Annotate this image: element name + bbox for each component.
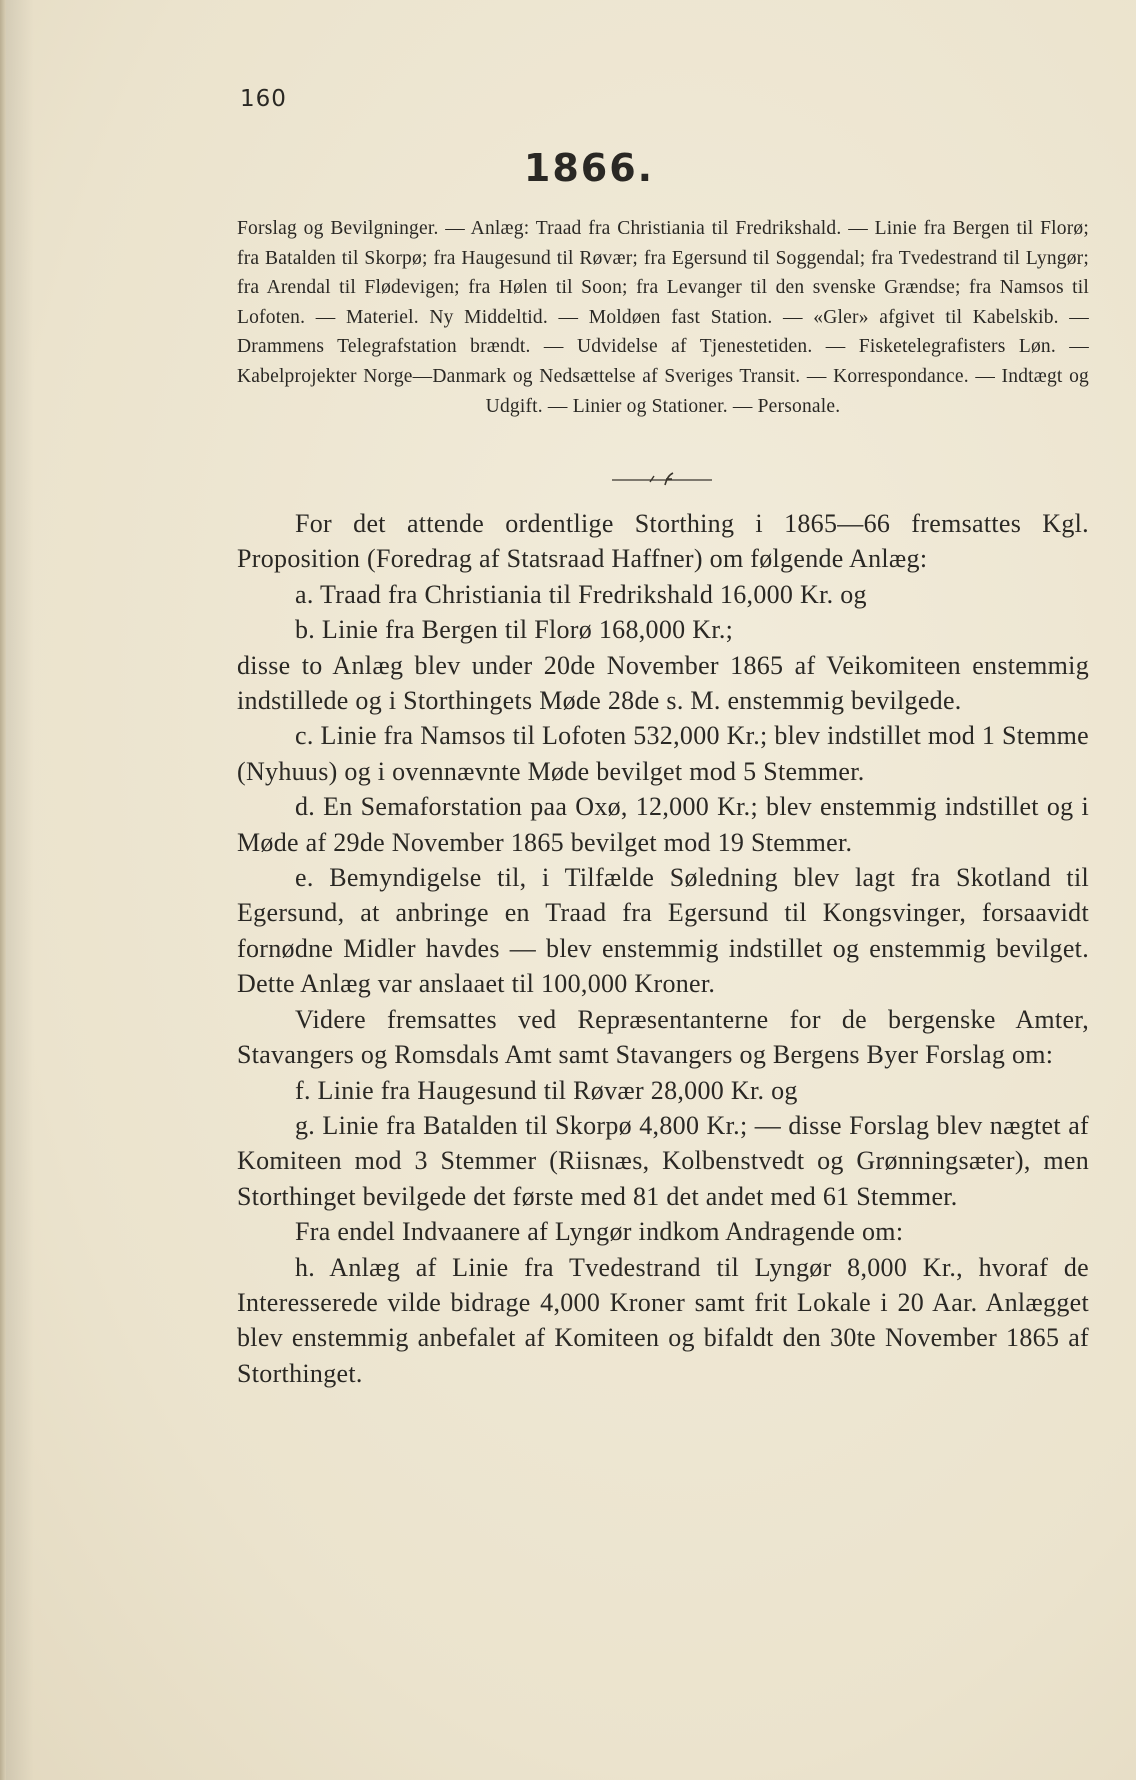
chapter-summary: Forslag og Bevilgninger. — Anlæg: Traad fra Christiania til Fredrikshald. — Linie fra Bergen til Florø; fra Batalden til Skorpø; fra Haugesund til Røvær; fra Egersund til Soggendal; fra Tvedestrand til Lyngør; fra Arendal til Flødevigen; fra Hølen til Soon; fra Levanger til den svenske Grændse; fra Namsos til Lofoten. — Materiel. Ny Middeltid. — Moldøen fast Station. — «Gler» afgivet til Kabelskib. — Drammens Telegrafstation brændt. — Udvidelse af Tjenestetiden. — Fisketelegrafisters Løn. — Kabelprojekter Norge—Danmark og Nedsættelse af Sveriges Transit. — Korrespondance. — Indtægt og Udgift. — Linier og Stationer. — Personale. — [237, 218, 1089, 417]
list-item-c: c. Linie fra Namsos til Lofoten 532,000 Kr.; blev indstillet mod 1 Stemme (Nyhuus) og i ovennævnte Møde bevilget mod 5 Stemmer. — [237, 721, 1089, 786]
list-item-g: g. Linie fra Batalden til Skorpø 4,800 Kr.; — disse Forslag blev nægtet af Komiteen mod 3 Stemmer (Riisnæs, Kolbenstvedt og Grønningsæter), men Storthinget bevilgede det første med 81 det andet med 61 Stemmer. — [237, 1110, 1089, 1211]
list-item-f: f. Linie fra Haugesund til Røvær 28,000 Kr. og — [295, 1075, 798, 1105]
section-divider-ornament — [610, 470, 714, 486]
paragraph-intro: For det attende ordentlige Storthing i 1865—66 fremsattes Kgl. Proposition (Foredrag af Statsraad Haffner) om følgende Anlæg: — [237, 509, 1089, 574]
list-item-e: e. Bemyndigelse til, i Tilfælde Søledning blev lagt fra Skotland til Egersund, at anbringe en Traad fra Egersund til Kongsvinger, forsaavidt fornødne Midler havdes — blev enstemmig indstillet og enstemmig bevilget. Dette Anlæg var anslaaet til 100,000 Kroner. — [237, 863, 1089, 999]
page-number: 160 — [240, 86, 287, 112]
list-item-d: d. En Semaforstation paa Oxø, 12,000 Kr.; blev enstemmig indstillet og i Møde af 29de November 1865 bevilget mod 19 Stemmer. — [237, 792, 1089, 857]
list-item-a: a. Traad fra Christiania til Fredrikshald 16,000 Kr. og — [295, 579, 867, 609]
page-gutter — [0, 0, 6, 1780]
year-heading: 1866. — [523, 146, 655, 190]
paragraph-lyngor-petition: Fra endel Indvaanere af Lyngør indkom Andragende om: — [295, 1217, 904, 1247]
paragraph-approval: disse to Anlæg blev under 20de November 1865 af Veikomiteen enstemmig indstillede og i Storthingets Møde 28de s. M. enstemmig bevilgede. — [237, 650, 1089, 716]
paragraph-further-proposals: Videre fremsattes ved Repræsentanterne for de bergenske Amter, Stavangers og Romsdals Amt samt Stavangers og Bergens Byer Forslag om: — [237, 1004, 1089, 1070]
list-item-h: h. Anlæg af Linie fra Tvedestrand til Lyngør 8,000 Kr., hvoraf de Interesserede vilde bidrage 4,000 Kroner samt frit Lokale i 20 Aar. Anlægget blev enstemmig anbefalet af Komiteen og bifaldt den 30te November 1865 af Storthinget. — [237, 1252, 1089, 1388]
body-text — [237, 506, 1089, 1391]
list-item-b: b. Linie fra Bergen til Florø 168,000 Kr.; — [295, 615, 734, 645]
